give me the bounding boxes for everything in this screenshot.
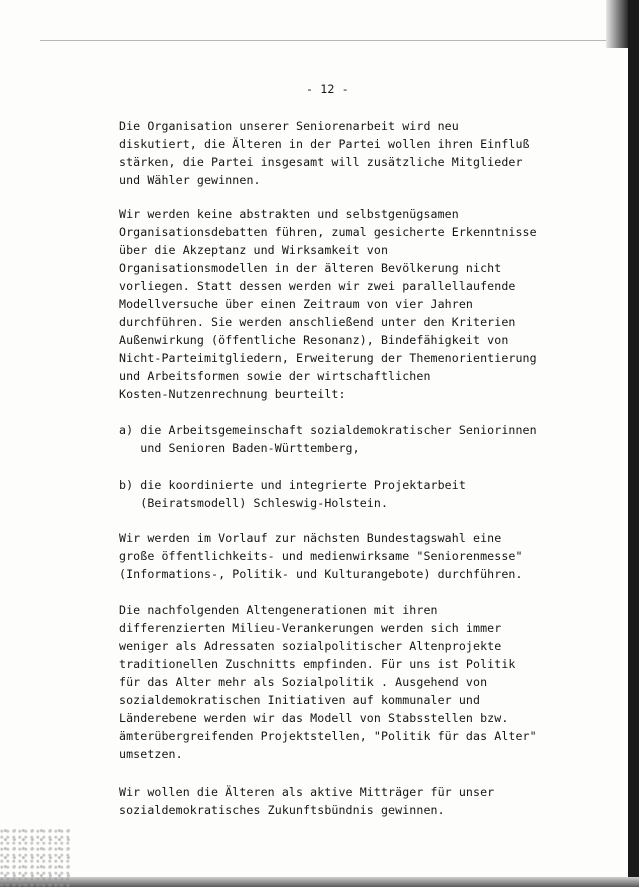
text-line: große öffentlichkeits- und medienwirksame "Seniorenmesse"	[119, 549, 523, 563]
paragraph-altengenerationen	[119, 601, 537, 763]
text-line: Wir wollen die Älteren als aktive Mitträger für unser	[119, 785, 495, 799]
paragraph-zukunftsbuendnis	[119, 783, 494, 819]
paragraph-seniorenmesse	[119, 529, 523, 583]
text-line: Wir werden im Vorlauf zur nächsten Bundestagswahl eine	[119, 531, 502, 545]
text-line: Kosten-Nutzenrechnung beurteilt:	[119, 387, 346, 401]
text-line: sozialdemokratischen Initiativen auf kommunaler und	[119, 693, 481, 707]
text-line: stärken, die Partei insgesamt will zusätzliche Mitglieder	[119, 155, 523, 169]
paragraph-organisation	[119, 117, 530, 189]
scan-noise	[0, 827, 70, 887]
text-line: weniger als Adressaten sozialpolitischer Altenprojekte	[119, 639, 502, 653]
text-line: ämterübergreifenden Projektstellen, "Politik für das Alter"	[119, 729, 537, 743]
text-line: über die Akzeptanz und Wirksamkeit von	[119, 243, 389, 257]
text-line: (Beiratsmodell) Schleswig-Holstein.	[119, 496, 389, 510]
text-line: traditionellen Zuschnitts empfinden. Für uns ist Politik	[119, 657, 516, 671]
text-line: und Senioren Baden-Württemberg,	[119, 441, 360, 455]
text-line: durchführen. Sie werden anschließend unter den Kriterien	[119, 315, 516, 329]
text-line: Nicht-Parteimitgliedern, Erweiterung der Themenorientierung	[119, 351, 537, 365]
text-line: Wir werden keine abstrakten und selbstgenügsamen	[119, 207, 459, 221]
page-number: - 12 -	[306, 82, 349, 96]
text-line: Organisationsmodellen in der älteren Bevölkerung nicht	[119, 261, 502, 275]
text-line: b) die koordinierte und integrierte Projektarbeit	[119, 478, 466, 492]
text-line: Länderebene werden wir das Modell von Stabsstellen bzw.	[119, 711, 509, 725]
text-line: sozialdemokratisches Zukunftsbündnis gewinnen.	[119, 803, 445, 817]
list-item-b	[119, 476, 466, 512]
text-line: Die nachfolgenden Altengenerationen mit ihren	[119, 603, 438, 617]
list-item-a	[119, 421, 537, 457]
text-line: diskutiert, die Älteren in der Partei wollen ihren Einfluß	[119, 137, 530, 151]
scan-corner-shadow	[606, 0, 628, 48]
text-line: Organisationsdebatten führen, zumal gesicherte Erkenntnisse	[119, 225, 537, 239]
text-line: umsetzen.	[119, 747, 183, 761]
text-line: Die Organisation unserer Seniorenarbeit wird neu	[119, 119, 459, 133]
text-line: und Wähler gewinnen.	[119, 173, 261, 187]
text-line: (Informations-, Politik- und Kulturangebote) durchführen.	[119, 567, 523, 581]
paragraph-modellversuche	[119, 205, 537, 403]
text-line: Außenwirkung (öffentliche Resonanz), Bindefähigkeit von	[119, 333, 509, 347]
scan-bottom-edge	[0, 877, 639, 887]
text-line: und Arbeitsformen sowie der wirtschaftlichen	[119, 369, 431, 383]
text-line: a) die Arbeitsgemeinschaft sozialdemokratischer Seniorinnen	[119, 423, 537, 437]
text-line: Modellversuche über einen Zeitraum von vier Jahren	[119, 297, 474, 311]
scan-top-edge	[40, 40, 620, 41]
scan-right-border	[628, 0, 639, 887]
text-line: differenzierten Milieu-Verankerungen werden sich immer	[119, 621, 502, 635]
text-line: vorliegen. Statt dessen werden wir zwei parallellaufende	[119, 279, 516, 293]
text-line: für das Alter mehr als Sozialpolitik . Ausgehend von	[119, 675, 488, 689]
